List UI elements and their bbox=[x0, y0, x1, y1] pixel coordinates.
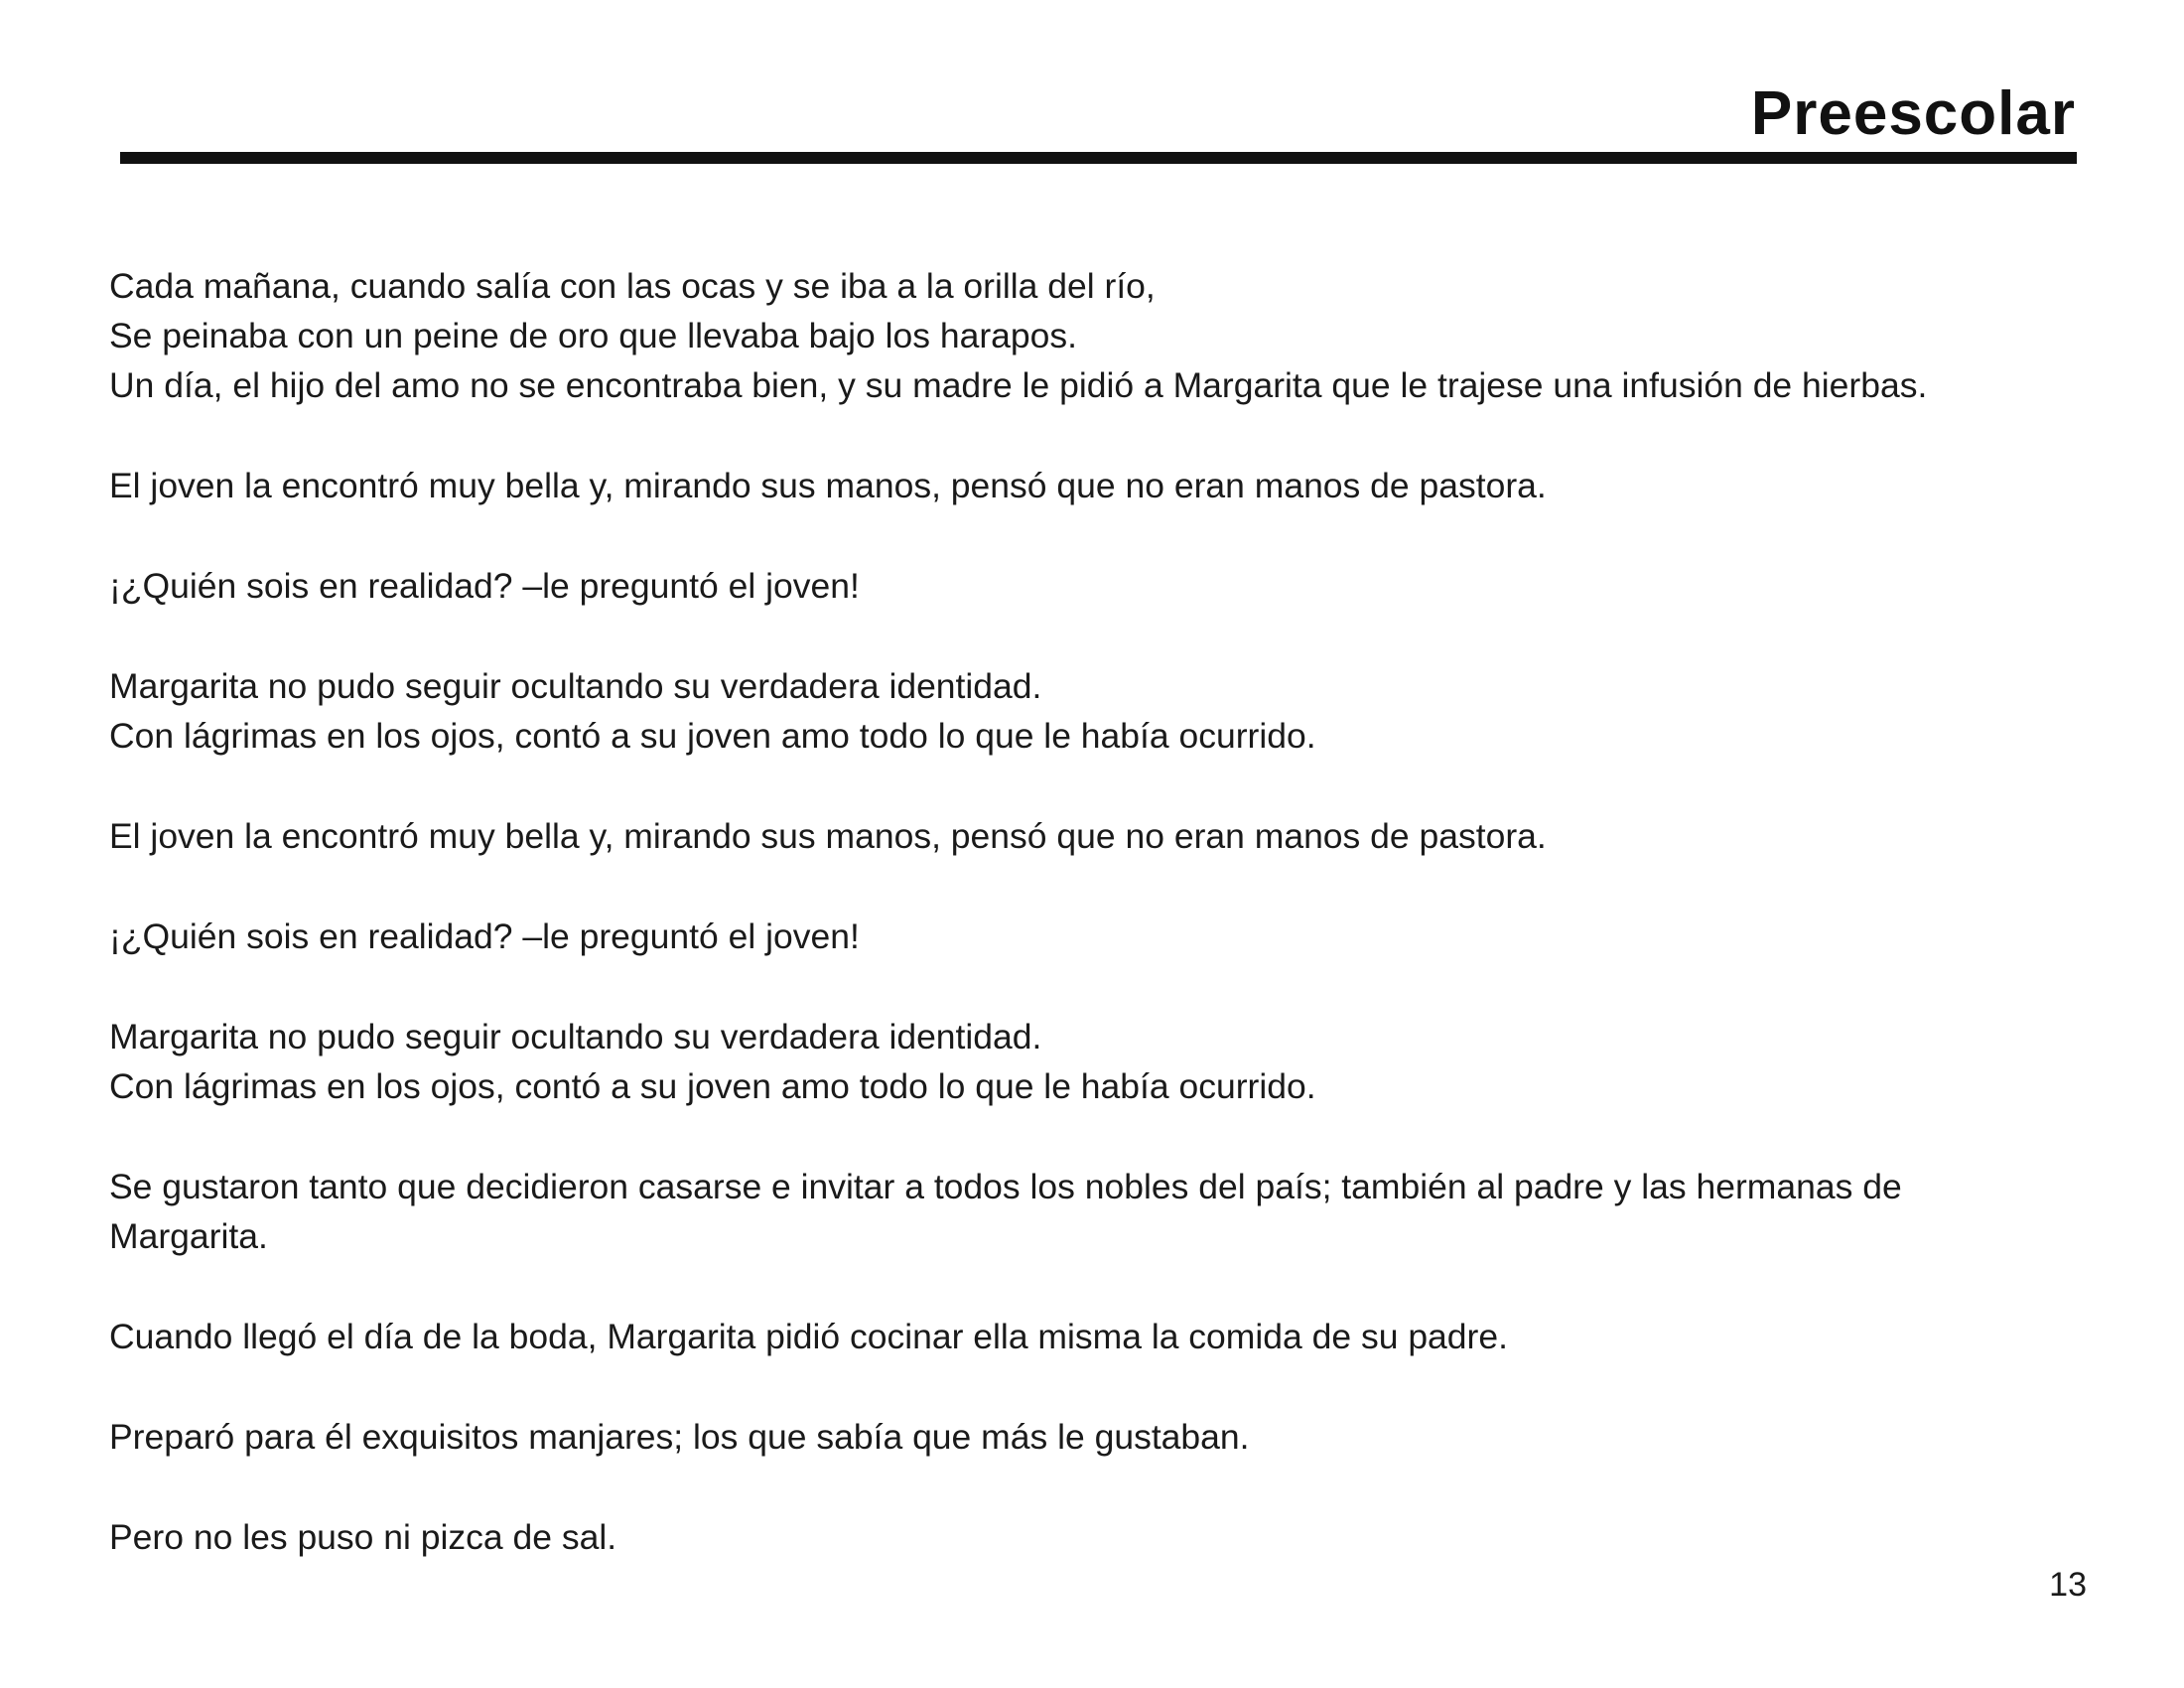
text-line: Se gustaron tanto que decidieron casarse e invitar a todos los nobles del país; también al padre y las hermanas de bbox=[109, 1167, 1902, 1206]
text-line: Preparó para él exquisitos manjares; los que sabía que más le gustaban. bbox=[109, 1417, 1250, 1457]
text-line: Cada mañana, cuando salía con las ocas y se iba a la orilla del río, bbox=[109, 266, 1156, 306]
page-title: Preescolar bbox=[1750, 79, 2076, 148]
text-line: Con lágrimas en los ojos, contó a su joven amo todo lo que le había ocurrido. bbox=[109, 1066, 1316, 1106]
paragraph bbox=[109, 261, 2095, 410]
paragraph bbox=[109, 912, 2095, 961]
paragraph bbox=[109, 1012, 2095, 1111]
paragraph bbox=[109, 811, 2095, 861]
text-line: Se peinaba con un peine de oro que llevaba bajo los harapos. bbox=[109, 316, 1078, 355]
paragraph bbox=[109, 661, 2095, 761]
text-line: El joven la encontró muy bella y, mirando sus manos, pensó que no eran manos de pastora. bbox=[109, 466, 1547, 505]
text-line: Con lágrimas en los ojos, contó a su joven amo todo lo que le había ocurrido. bbox=[109, 716, 1316, 756]
text-line: Pero no les puso ni pizca de sal. bbox=[109, 1517, 617, 1557]
body-text bbox=[109, 261, 2095, 1613]
text-line: Margarita no pudo seguir ocultando su verdadera identidad. bbox=[109, 666, 1042, 706]
text-line: Margarita. bbox=[109, 1216, 268, 1256]
paragraph bbox=[109, 1312, 2095, 1361]
header-rule bbox=[120, 152, 2077, 164]
text-line: El joven la encontró muy bella y, mirando sus manos, pensó que no eran manos de pastora. bbox=[109, 816, 1547, 856]
text-line: Un día, el hijo del amo no se encontraba bien, y su madre le pidió a Margarita que le trajese una infusión de hierbas. bbox=[109, 365, 1928, 405]
text-line: ¡¿Quién sois en realidad? –le preguntó el joven! bbox=[109, 566, 860, 606]
paragraph bbox=[109, 1412, 2095, 1462]
paragraph bbox=[109, 1512, 2095, 1562]
page-number: 13 bbox=[2049, 1566, 2087, 1604]
text-line: Cuando llegó el día de la boda, Margarita pidió cocinar ella misma la comida de su padre. bbox=[109, 1317, 1508, 1356]
text-line: Margarita no pudo seguir ocultando su verdadera identidad. bbox=[109, 1017, 1042, 1056]
text-line: ¡¿Quién sois en realidad? –le preguntó el joven! bbox=[109, 916, 860, 956]
paragraph bbox=[109, 1162, 2095, 1261]
paragraph bbox=[109, 461, 2095, 510]
paragraph bbox=[109, 561, 2095, 611]
